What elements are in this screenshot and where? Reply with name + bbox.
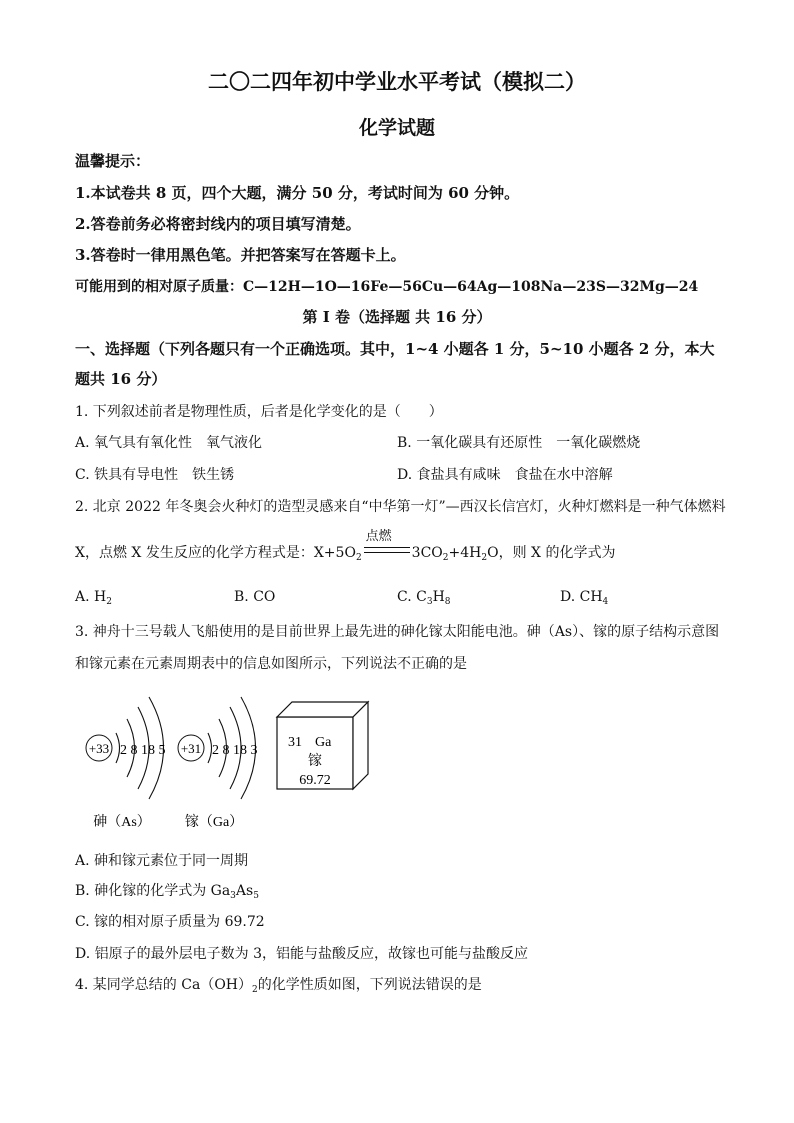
q1-option-a: A. 氧气具有氧化性 氧气液化 [75,435,263,451]
tip-item-2: 2.答卷前务必将密封线内的项目填写清楚。 [75,215,361,233]
q3-option-a: A. 砷和镓元素位于同一周期 [75,853,249,869]
cell-atomic-number: 31 [288,735,302,750]
q2-option-d: D. $CH_4$ [560,589,609,607]
q1-stem: 1. 下列叙述前者是物理性质，后者是化学变化的是（ ） [75,404,443,420]
equal-sign [364,547,410,553]
volume-title: 第 I 卷（选择题 共 16 分） [302,308,492,326]
cell-name: 镓 [308,754,322,769]
q2-stem-line2: X，点燃 X 发生反应的化学方程式是：$X+5O_2$ 点燃 $3CO_2+4H_2O$，则 X 的化学式为 [75,542,615,562]
arsenic-caption: 砷（As） [93,815,151,830]
tip-item-1: 1.本试卷共 8 页，四个大题，满分 50 分，考试时间为 60 分钟。 [75,184,520,202]
q3-option-d: D. 铝原子的最外层电子数为 3，铝能与盐酸反应，故镓也可能与盐酸反应 [75,946,528,962]
gallium-nucleus-charge: +31 [180,741,202,756]
tips-heading: 温馨提示： [75,152,151,170]
cell-symbol: Ga [315,735,332,750]
page-subtitle: 化学试题 [358,117,435,139]
q3-figure [70,685,390,835]
section-heading-line1: 一、选择题（下列各题只有一个正确选项。其中，1~4 小题各 1 分，5~10 小题各 2 分，本大 [75,340,715,358]
page-title: 二〇二四年初中学业水平考试（模拟二） [208,69,586,94]
cell-atomic-mass: 69.72 [299,773,331,788]
arsenic-nucleus-charge: +33 [88,741,110,756]
q2-stem-line1: 2. 北京 2022 年冬奥会火种灯的造型灵感来自“中华第一灯”—西汉长信宫灯，火种灯燃料是一种气体燃料 [75,499,726,515]
q1-option-d: D. 食盐具有咸味 食盐在水中溶解 [397,467,613,483]
section-heading-line2: 题共 16 分） [75,370,167,388]
equation-left: X+5O [313,545,356,561]
periodic-table-cell [277,702,368,789]
atomic-masses: 可能用到的相对原子质量：C—12H—1O—16Fe—56Cu—64Ag—108Na—23S—32Mg—24 [75,279,699,295]
condition-label: 点燃 [365,529,392,544]
q2-option-a: A. $H_2$ [75,589,112,607]
q2-option-c: C. $C_3H_8$ [397,589,451,607]
q3-stem-line2: 和镓元素在元素周期表中的信息如图所示，下列说法不正确的是 [75,656,467,672]
gallium-atom-diagram [178,697,258,830]
q1-option-b: B. 一氧化碳具有还原性 一氧化碳燃烧 [397,435,641,451]
gallium-electron-shells: 2 8 18 3 [212,743,258,758]
reaction-condition [362,529,412,561]
q3-option-b: B. 砷化镓的化学式为 $Ga_3As_5$ [75,883,259,901]
gallium-caption: 镓（Ga） [184,815,244,830]
q4-stem: 4. 某同学总结的 $Ca(OH)_2$的化学性质如图，下列说法错误的是 [75,977,482,995]
arsenic-atom-diagram [86,697,166,830]
q1-option-c: C. 铁具有导电性 铁生锈 [75,467,235,483]
tip-item-3: 3.答卷时一律用黑色笔。并把答案写在答题卡上。 [75,246,406,264]
q2-stem-prefix: X，点燃 X 发生反应的化学方程式是： [75,545,314,561]
arsenic-electron-shells: 2 8 18 5 [120,743,166,758]
q2-option-b: B. CO [234,589,276,605]
q3-stem-line1: 3. 神舟十三号载人飞船使用的是目前世界上最先进的砷化镓太阳能电池。砷（As）、镓的原子结构示意图 [75,624,720,640]
q3-option-c: C. 镓的相对原子质量为 69.72 [75,914,265,930]
